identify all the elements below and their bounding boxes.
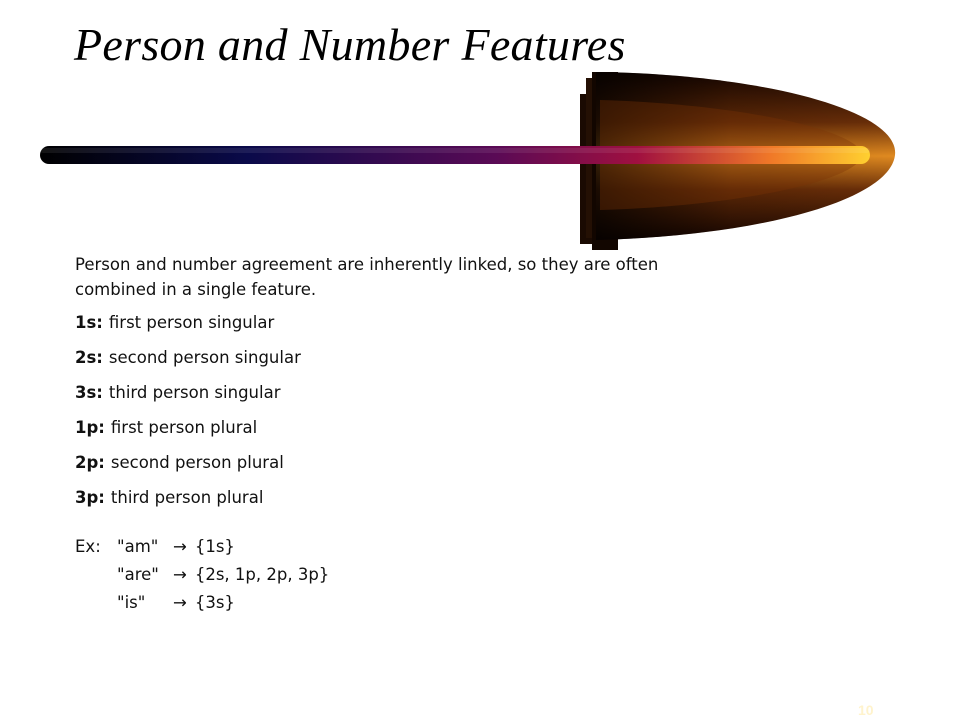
examples-label: Ex: <box>75 537 101 556</box>
examples-block <box>75 536 715 620</box>
feature-row <box>75 417 715 452</box>
page-number: 10 <box>858 702 874 718</box>
feature-description: third person singular <box>108 383 281 402</box>
feature-description: second person plural <box>110 453 284 472</box>
example-row <box>75 592 715 620</box>
feature-description: third person plural <box>110 488 264 507</box>
arrow-icon: → <box>173 593 187 612</box>
feature-row <box>75 382 715 417</box>
example-word: "is" <box>117 593 146 612</box>
feature-row <box>75 347 715 382</box>
feature-description: second person singular <box>108 348 301 367</box>
feature-code: 2p: <box>75 453 105 472</box>
feature-row <box>75 452 715 487</box>
feature-list <box>75 312 715 522</box>
intro-paragraph: Person and number agreement are inherently linked, so they are often combined in a single feature. <box>75 255 659 299</box>
example-features: {2s, 1p, 2p, 3p} <box>194 565 330 584</box>
example-word: "are" <box>117 565 159 584</box>
feature-description: first person plural <box>110 418 258 437</box>
example-row <box>75 536 715 564</box>
feature-code: 1s: <box>75 313 103 332</box>
example-word: "am" <box>117 537 159 556</box>
slide-body <box>75 252 715 620</box>
feature-code: 1p: <box>75 418 105 437</box>
arrow-icon: → <box>173 537 187 556</box>
example-features: {1s} <box>194 537 235 556</box>
feature-code: 3p: <box>75 488 105 507</box>
feature-description: first person singular <box>108 313 275 332</box>
example-features: {3s} <box>194 593 235 612</box>
arrow-icon: → <box>173 565 187 584</box>
feature-row <box>75 487 715 522</box>
feature-row <box>75 312 715 347</box>
bullet-divider-icon <box>0 60 960 250</box>
feature-code: 2s: <box>75 348 103 367</box>
example-row <box>75 564 715 592</box>
slide-title: Person and Number Features <box>74 19 626 70</box>
feature-code: 3s: <box>75 383 103 402</box>
